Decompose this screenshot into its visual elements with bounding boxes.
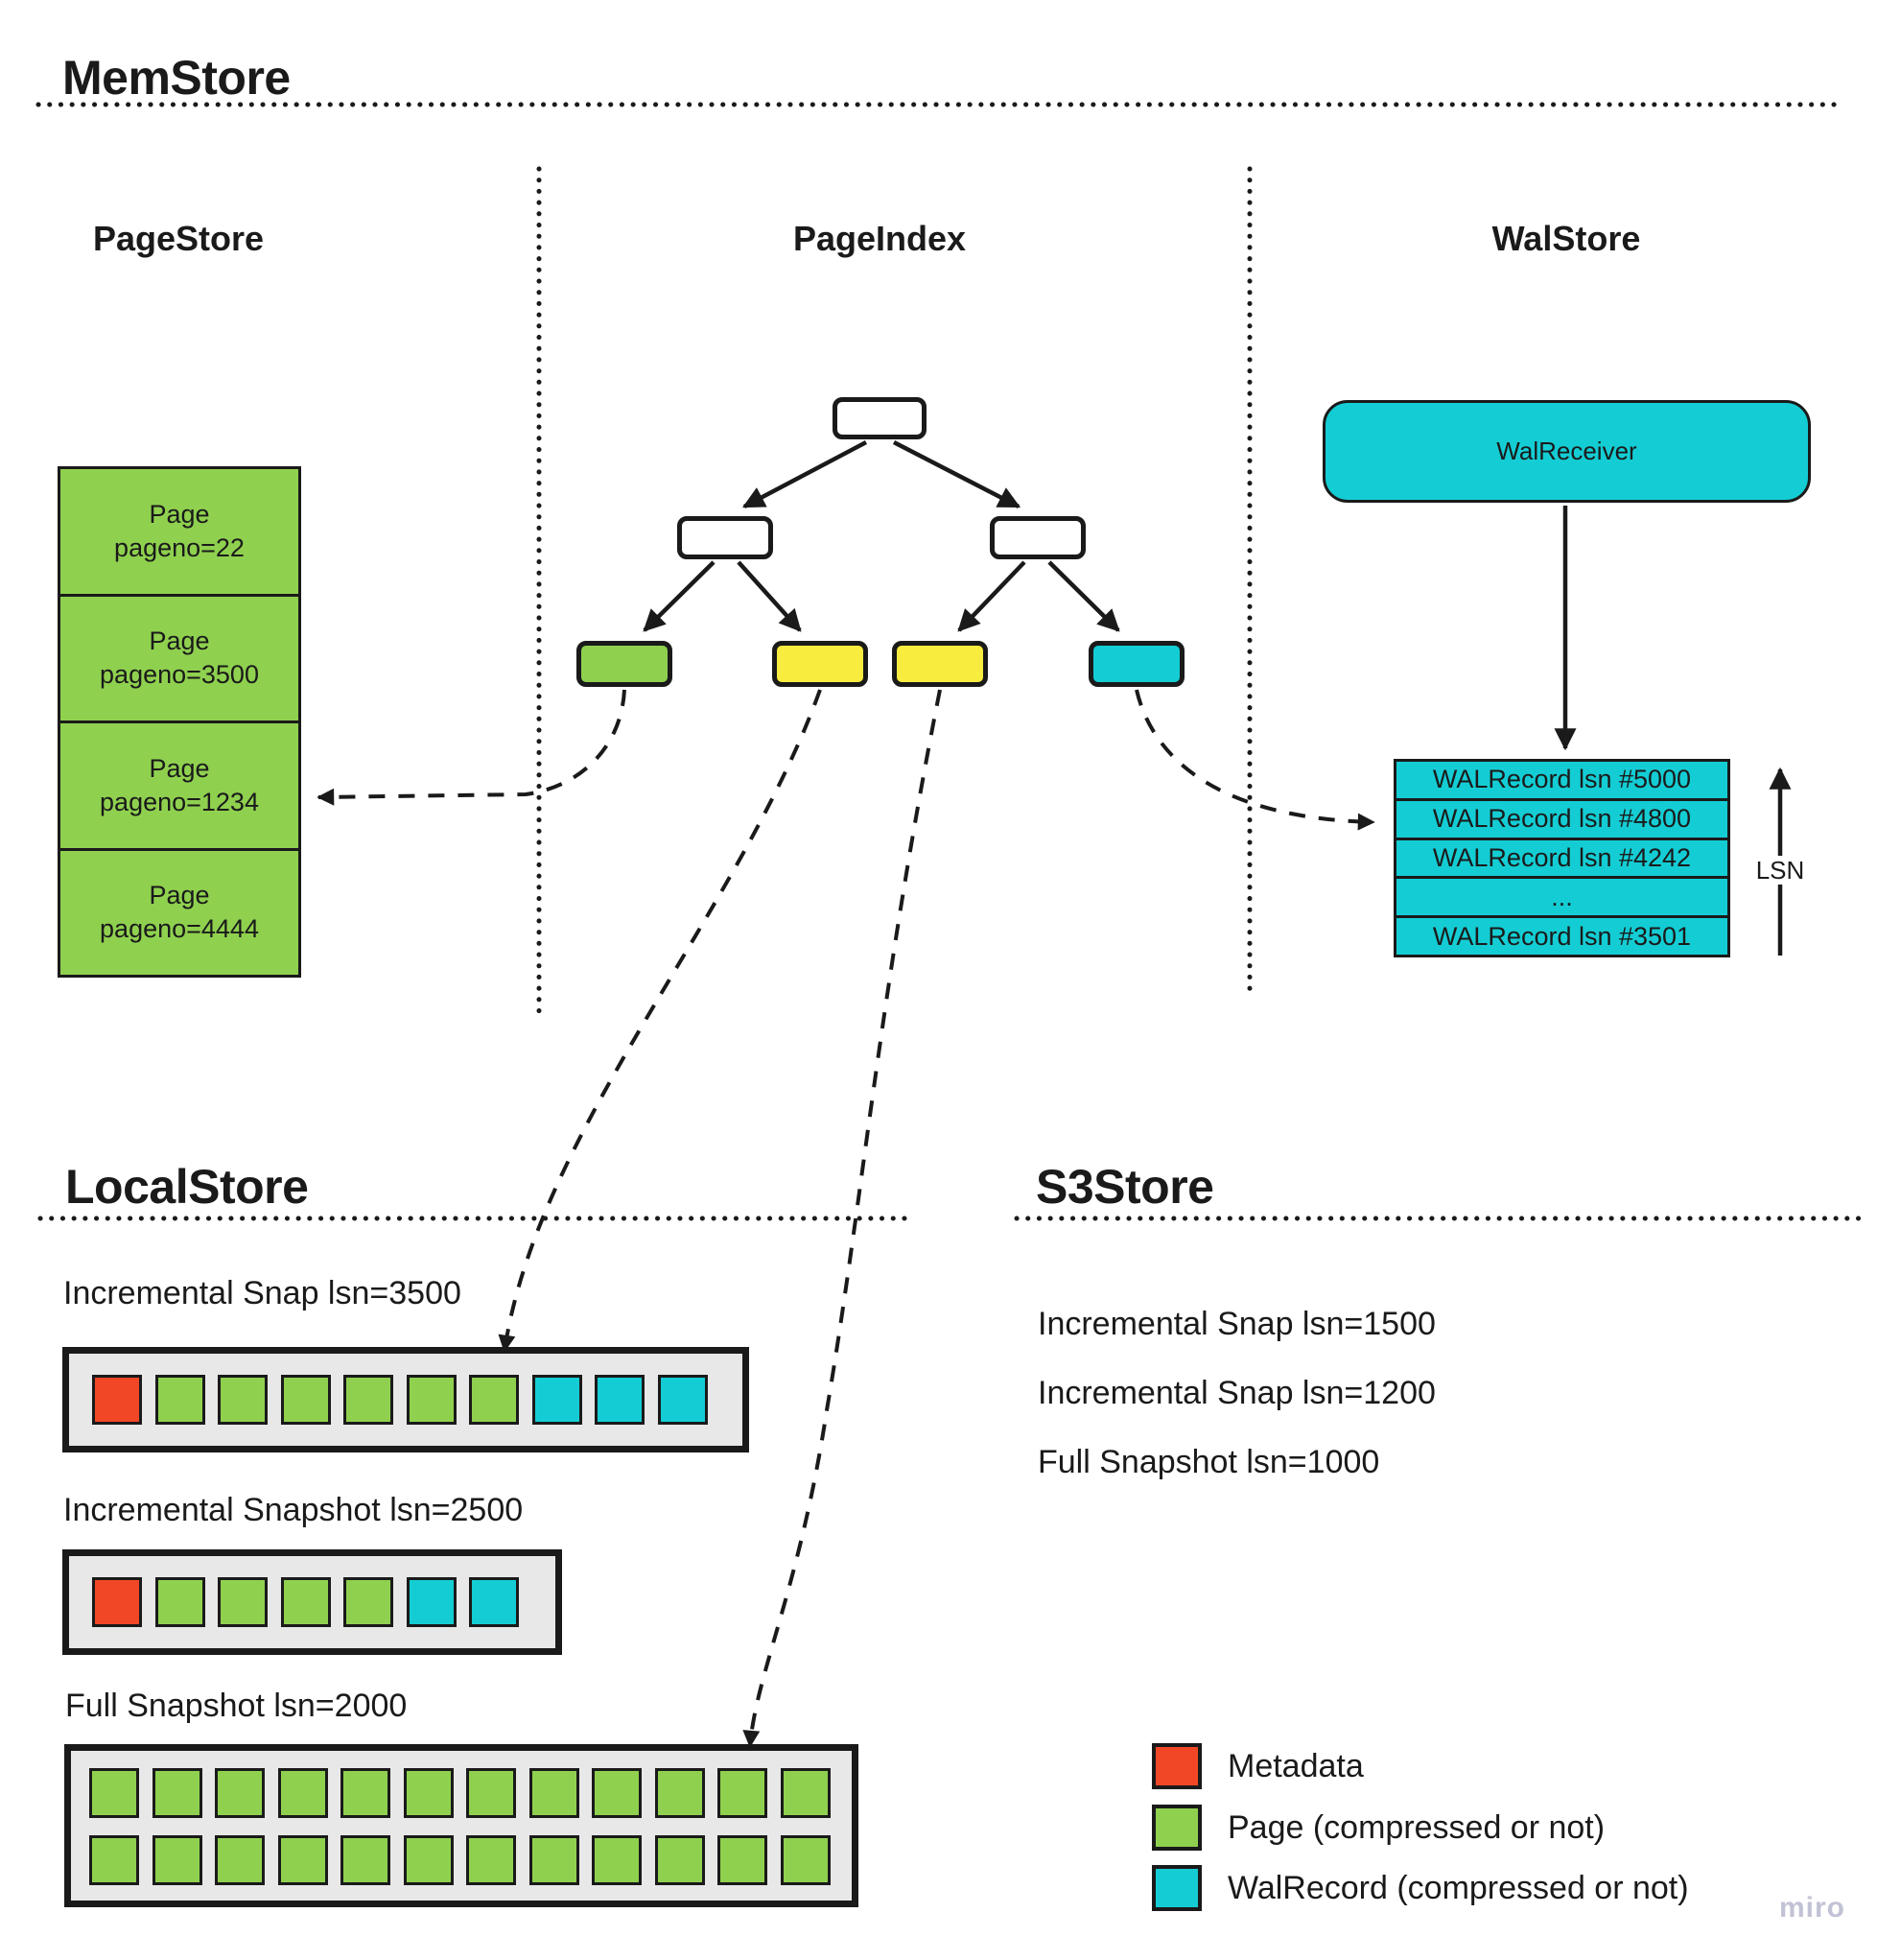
snapshot-container-2500 — [62, 1549, 562, 1655]
page-square — [281, 1577, 331, 1627]
page-square — [717, 1768, 767, 1818]
tree-leaf-walrecord — [1089, 641, 1185, 687]
tree-root-node — [833, 397, 927, 439]
pagestore-header: PageStore — [92, 219, 265, 258]
page-square — [340, 1768, 390, 1818]
page-square — [466, 1768, 516, 1818]
page-square — [404, 1768, 454, 1818]
page-square — [717, 1835, 767, 1885]
tree-edge-left-leaf2 — [739, 562, 800, 630]
snapshot-square-row — [92, 1577, 519, 1627]
legend-item-metadata — [1152, 1743, 1364, 1789]
tree-edge-root-left — [744, 442, 866, 507]
s3-item: Incremental Snap lsn=1200 — [1038, 1375, 1436, 1411]
page-square — [215, 1768, 265, 1818]
page-cell: Page pageno=4444 — [60, 848, 298, 976]
page-square — [781, 1768, 831, 1818]
leaf-to-full-snapshot-arrow — [750, 690, 940, 1746]
tree-edge-root-right — [894, 442, 1019, 507]
leaf-to-pagestore-arrow — [318, 690, 624, 797]
page-square — [89, 1768, 139, 1818]
page-square — [592, 1768, 642, 1818]
leaf-to-walstore-arrow — [1137, 690, 1373, 822]
page-square — [529, 1768, 579, 1818]
tree-edge-right-leaf4 — [1049, 562, 1118, 630]
page-square — [529, 1835, 579, 1885]
snapshot-square-row — [92, 1375, 708, 1425]
walrecord-stack — [1394, 759, 1730, 957]
page-square — [469, 1375, 519, 1425]
metadata-swatch — [1152, 1743, 1202, 1789]
walrecord-row: WALRecord lsn #4242 — [1396, 838, 1727, 877]
tree-edge-right-leaf3 — [959, 562, 1024, 630]
s3-item: Full Snapshot lsn=1000 — [1038, 1444, 1380, 1480]
walrecord-square — [469, 1577, 519, 1627]
legend-label: Page (compressed or not) — [1228, 1808, 1606, 1846]
tree-leaf-page — [576, 641, 672, 687]
snapshot-square-row — [89, 1768, 831, 1818]
page-square — [278, 1768, 328, 1818]
page-square — [407, 1375, 457, 1425]
tree-internal-node-left — [677, 516, 773, 559]
localstore-title: LocalStore — [65, 1160, 309, 1214]
page-square — [155, 1577, 205, 1627]
tree-leaf-snap — [772, 641, 868, 687]
walreceiver-box: WalReceiver — [1323, 400, 1811, 503]
snapshot-label: Full Snapshot lsn=2000 — [65, 1688, 408, 1724]
snapshot-label: Incremental Snapshot lsn=2500 — [63, 1492, 524, 1528]
legend-label: Metadata — [1228, 1747, 1364, 1784]
page-square — [89, 1835, 139, 1885]
walrecord-swatch — [1152, 1865, 1202, 1911]
s3-item: Incremental Snap lsn=1500 — [1038, 1306, 1436, 1342]
page-square — [655, 1768, 705, 1818]
page-square — [343, 1577, 393, 1627]
page-square — [155, 1375, 205, 1425]
tree-leaf-full-snapshot — [892, 641, 988, 687]
pagestore-stack — [58, 466, 301, 978]
walrecord-square — [532, 1375, 582, 1425]
walrecord-square — [658, 1375, 708, 1425]
walrecord-square — [407, 1577, 457, 1627]
s3store-title: S3Store — [1036, 1160, 1214, 1214]
page-square — [153, 1835, 202, 1885]
legend-label: WalRecord (compressed or not) — [1228, 1869, 1689, 1906]
walrecord-square — [595, 1375, 645, 1425]
page-square — [153, 1768, 202, 1818]
metadata-square — [92, 1375, 142, 1425]
page-square — [218, 1577, 268, 1627]
page-square — [281, 1375, 331, 1425]
page-square — [404, 1835, 454, 1885]
page-square — [343, 1375, 393, 1425]
snapshot-container-3500 — [62, 1347, 749, 1452]
memstore-title: MemStore — [62, 51, 291, 105]
tree-internal-node-right — [990, 516, 1086, 559]
page-square — [215, 1835, 265, 1885]
walrecord-row: WALRecord lsn #4800 — [1396, 798, 1727, 838]
page-square — [218, 1375, 268, 1425]
pageindex-header: PageIndex — [792, 219, 967, 258]
walrecord-row: WALRecord lsn #5000 — [1432, 765, 1692, 794]
page-square — [592, 1835, 642, 1885]
metadata-square — [92, 1577, 142, 1627]
page-square — [466, 1835, 516, 1885]
lsn-axis-label: LSN — [1751, 856, 1809, 885]
walrecord-row: WALRecord lsn #3501 — [1396, 915, 1727, 955]
page-square — [340, 1835, 390, 1885]
page-square — [278, 1835, 328, 1885]
page-cell: Page pageno=3500 — [60, 594, 298, 721]
walrecord-row: ... — [1396, 876, 1727, 915]
snapshot-square-row — [89, 1835, 831, 1885]
page-swatch — [1152, 1805, 1202, 1851]
snapshot-label: Incremental Snap lsn=3500 — [63, 1275, 461, 1311]
legend-item-page — [1152, 1805, 1605, 1851]
walstore-header: WalStore — [1491, 219, 1641, 258]
page-square — [781, 1835, 831, 1885]
page-square — [655, 1835, 705, 1885]
page-cell: Page pageno=22 — [114, 499, 245, 562]
legend-item-walrecord — [1152, 1865, 1689, 1911]
page-cell: Page pageno=1234 — [60, 720, 298, 848]
tree-edge-left-leaf1 — [645, 562, 714, 630]
snapshot-container-full-2000 — [64, 1744, 858, 1907]
miro-watermark: miro — [1779, 1892, 1846, 1924]
